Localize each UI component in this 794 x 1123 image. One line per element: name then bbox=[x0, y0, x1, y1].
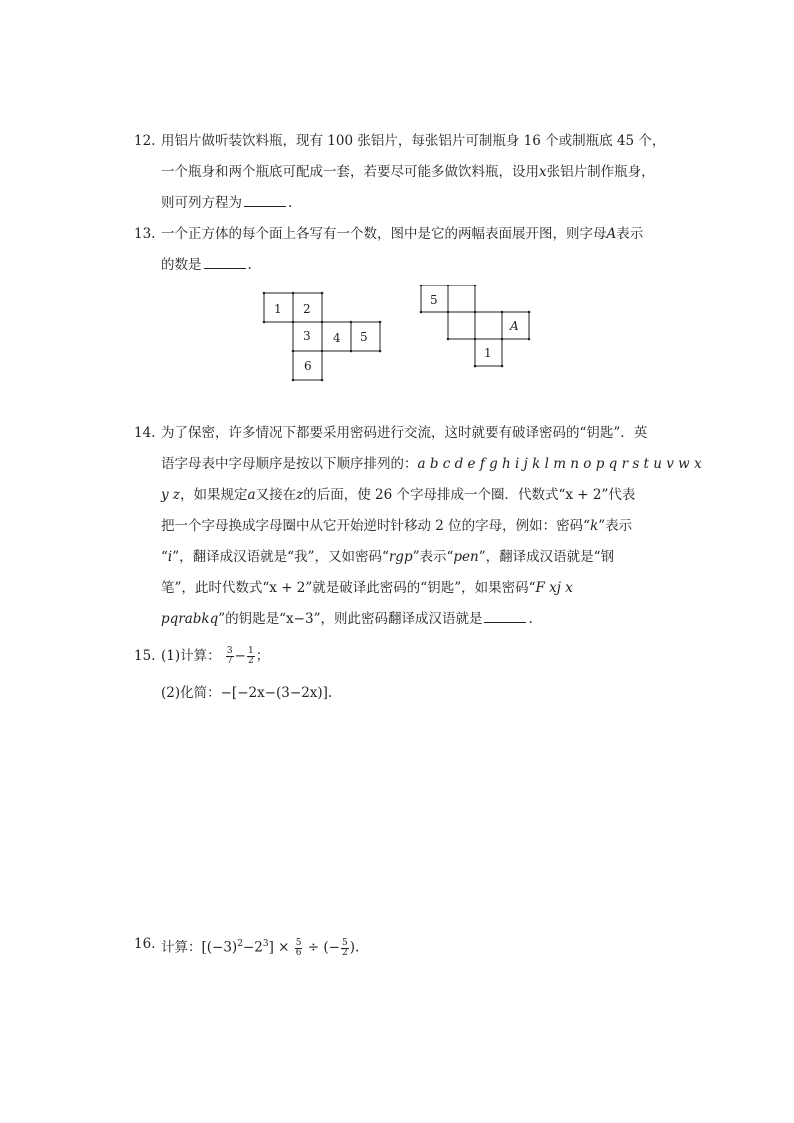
q15-part-1: (1)计算： $\frac{3}{7}$ − $\frac{1}{2}$ ； bbox=[161, 646, 270, 666]
net1-face-3: 3 bbox=[303, 329, 311, 343]
cube-net-diagrams bbox=[255, 285, 545, 385]
q14-line-4: 把一个字母换成字母圈中从它开始逆时针移动 2 位的字母，例如：密码“k”表示 bbox=[161, 518, 633, 534]
net1-face-2: 2 bbox=[303, 302, 311, 316]
answer-blank bbox=[204, 254, 246, 269]
q12-line-2: 一个瓶身和两个瓶底可配成一套，若要尽可能多做饮料瓶，设用x张铝片制作瓶身， bbox=[161, 164, 655, 180]
q16-expression: 计算：$[(-3)^2-2^3]$ × $\frac{5}{6}$ ÷ (− $\frac{5}{2}$ ). bbox=[161, 937, 360, 958]
question-number: 13. bbox=[134, 226, 156, 242]
q12-line-1: 用铝片做听装饮料瓶，现有 100 张铝片，每张铝片可制瓶身 16 个或制瓶底 45 个， bbox=[161, 133, 666, 149]
q14-line-2: 语字母表中字母顺序是按以下顺序排列的：a b c d e f g h i j k l m n o p q r s t u v w x bbox=[161, 456, 702, 472]
net2-face-1: 1 bbox=[484, 346, 492, 360]
net1-face-6: 6 bbox=[304, 359, 312, 373]
fraction-5-2: $\frac{5}{2}$ bbox=[341, 937, 348, 958]
q13-line-1: 一个正方体的每个面上各写有一个数，图中是它的两幅表面展开图，则字母A表示 bbox=[161, 226, 644, 242]
net1-face-1: 1 bbox=[274, 302, 282, 316]
q15-part-2: (2)化简：−[−2x−(3−2x)]. bbox=[161, 685, 333, 701]
q14-line-7: pqrabkq”的钥匙是“x−3”，则此密码翻译成汉语就是 . bbox=[161, 604, 533, 634]
q14-line-5: “i”，翻译成汉语就是“我”，又如密码“rgp”表示“pen”，翻译成汉语就是“钢 bbox=[161, 549, 615, 565]
q14-line-1: 为了保密，许多情况下都要采用密码进行交流，这时就要有破译密码的“钥匙”．英 bbox=[161, 425, 648, 441]
fraction-3-7: $\frac{3}{7}$ bbox=[226, 646, 233, 666]
question-number: 15. bbox=[134, 648, 156, 664]
net1-face-4: 4 bbox=[333, 331, 341, 345]
q12-line-3: 则可列方程为 . bbox=[161, 188, 292, 218]
net2-face-A: A bbox=[510, 319, 519, 333]
variable-x: x bbox=[539, 164, 547, 180]
alphabet-letters: a b c d e f g h i j k l m n o p q r s t u v w x bbox=[417, 456, 702, 472]
q14-line-6: 笔”，此时代数式“x + 2”就是破译此密码的“钥匙”，如果密码“F xj x bbox=[161, 580, 573, 596]
q13-line-2: 的数是 . bbox=[161, 250, 252, 280]
question-number: 16. bbox=[134, 936, 156, 952]
variable-A: A bbox=[606, 226, 617, 242]
question-number: 14. bbox=[134, 425, 156, 441]
answer-blank bbox=[484, 608, 526, 623]
question-number: 12. bbox=[134, 133, 156, 149]
q14-line-3: y z，如果规定a又接在z的后面，使 26 个字母排成一个圈．代数式“x + 2”代表 bbox=[161, 487, 636, 503]
net1-face-5: 5 bbox=[360, 330, 368, 344]
fraction-5-6: $\frac{5}{6}$ bbox=[295, 937, 302, 958]
net2-face-5: 5 bbox=[430, 293, 438, 307]
answer-blank bbox=[244, 192, 286, 207]
fraction-1-2: $\frac{1}{2}$ bbox=[247, 646, 254, 666]
